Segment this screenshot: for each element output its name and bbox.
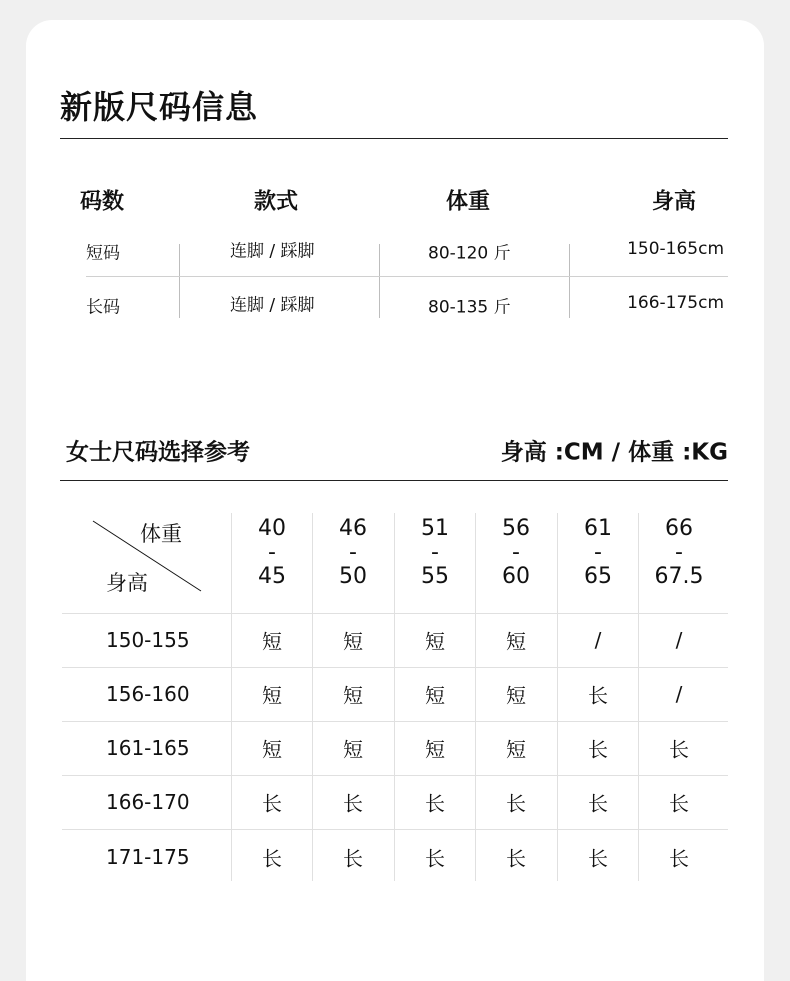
size-cell: 短: [343, 737, 363, 762]
size-cell: 短: [262, 629, 282, 654]
size-cell: 长: [588, 683, 608, 708]
size-cell: 长: [262, 846, 282, 871]
table2-row-divider: [62, 775, 728, 776]
size-cell: 短: [506, 629, 526, 654]
size-cell: 短: [343, 683, 363, 708]
size-cell: 长: [669, 791, 689, 816]
height-range-label: 161-165: [106, 736, 190, 760]
size-info-card: [26, 20, 764, 981]
section2-units: 身高 :CM / 体重 :KG: [500, 439, 728, 466]
size-cell: 短: [262, 737, 282, 762]
weight-range-header: 40 - 45: [258, 516, 286, 589]
size-cell: 短: [425, 683, 445, 708]
size-cell: 长: [343, 846, 363, 871]
row2-size: 长码: [86, 297, 120, 318]
size-cell: 短: [425, 629, 445, 654]
height-range-label: 171-175: [106, 845, 190, 869]
table1-divider-1: [179, 244, 180, 318]
size-cell: 长: [669, 737, 689, 762]
size-cell: 短: [262, 683, 282, 708]
header-weight: 体重: [446, 189, 491, 215]
row2-height: 166-175cm: [627, 293, 724, 313]
header-style: 款式: [254, 189, 299, 215]
table1-divider-3: [569, 244, 570, 318]
size-cell: /: [594, 628, 602, 652]
corner-height-label: 身高: [106, 571, 148, 595]
size-cell: 长: [506, 791, 526, 816]
table1-divider-2: [379, 244, 380, 318]
size-cell: /: [675, 628, 683, 652]
weight-range-header: 56 - 60: [502, 516, 530, 589]
height-range-label: 150-155: [106, 628, 190, 652]
size-cell: 短: [425, 737, 445, 762]
row2-weight: 80-135 斤: [428, 297, 511, 318]
weight-range-header: 46 - 50: [339, 516, 367, 589]
size-cell: 长: [343, 791, 363, 816]
size-cell: /: [675, 682, 683, 706]
size-cell: 长: [669, 846, 689, 871]
weight-range-header: 66 - 67.5: [654, 516, 704, 589]
size-cell: 长: [262, 791, 282, 816]
height-range-label: 156-160: [106, 682, 190, 706]
row1-size: 短码: [86, 243, 120, 264]
size-cell: 长: [506, 846, 526, 871]
row2-style: 连脚 / 踩脚: [230, 295, 315, 316]
size-cell: 长: [588, 846, 608, 871]
table2-row-divider: [62, 667, 728, 668]
size-cell: 短: [506, 683, 526, 708]
row1-style: 连脚 / 踩脚: [230, 241, 315, 262]
row1-weight: 80-120 斤: [428, 243, 511, 264]
section2-divider: [60, 480, 728, 481]
row1-height: 150-165cm: [627, 239, 724, 259]
weight-range-header: 51 - 55: [421, 516, 449, 589]
table2-row-divider: [62, 721, 728, 722]
size-cell: 短: [506, 737, 526, 762]
header-size: 码数: [80, 189, 125, 215]
size-cell: 长: [425, 846, 445, 871]
section2-title: 女士尺码选择参考: [66, 439, 250, 466]
title-divider: [60, 138, 728, 139]
size-cell: 长: [588, 791, 608, 816]
size-cell: 长: [425, 791, 445, 816]
table2-row-divider: [62, 829, 728, 830]
table1-row-divider: [86, 276, 728, 277]
page-title: 新版尺码信息: [60, 88, 259, 126]
weight-range-header: 61 - 65: [584, 516, 612, 589]
header-height: 身高: [652, 189, 697, 215]
height-range-label: 166-170: [106, 790, 190, 814]
size-cell: 短: [343, 629, 363, 654]
corner-weight-label: 体重: [140, 522, 182, 546]
table2-row-divider: [62, 613, 728, 614]
size-cell: 长: [588, 737, 608, 762]
